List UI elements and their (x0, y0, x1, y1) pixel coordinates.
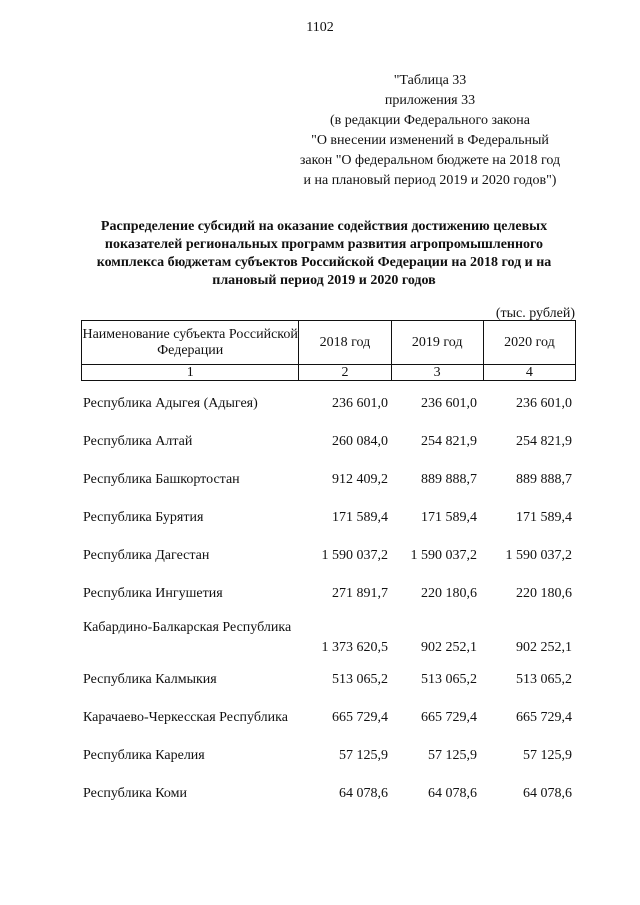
column-number: 4 (483, 365, 575, 381)
appendix-line: "О внесении изменений в Федеральный (311, 133, 549, 148)
region-name: Кабардино-Балкарская Республика (83, 620, 292, 635)
table-row (0, 430, 640, 468)
region-name: Республика Калмыкия (83, 672, 217, 687)
region-name: Республика Дагестан (83, 548, 210, 563)
value-2018: 171 589,4 (332, 510, 388, 525)
column-number: 3 (391, 365, 483, 381)
column-number: 1 (82, 365, 299, 381)
header-2019: 2019 год (391, 321, 483, 365)
column-number: 2 (299, 365, 391, 381)
title-line: показателей региональных программ развития агропромышленного (104, 237, 544, 252)
value-2019: 889 888,7 (421, 472, 477, 487)
value-2018: 271 891,7 (332, 586, 388, 601)
value-2018: 513 065,2 (332, 672, 388, 687)
appendix-reference (280, 71, 580, 191)
value-2018: 665 729,4 (332, 710, 388, 725)
region-name: Республика Адыгея (Адыгея) (83, 396, 258, 411)
header-2020: 2020 год (483, 321, 575, 365)
page-number: 1102 (306, 20, 334, 35)
region-name: Республика Карелия (83, 748, 205, 763)
value-2019: 236 601,0 (421, 396, 477, 411)
table-row (0, 782, 640, 820)
table-row (0, 468, 640, 506)
title-line: Распределение субсидий на оказание содействия достижению целевых (100, 219, 548, 234)
value-2020: 220 180,6 (516, 586, 572, 601)
value-2018: 64 078,6 (339, 786, 388, 801)
value-2020: 57 125,9 (523, 748, 572, 763)
region-name: Республика Башкортостан (83, 472, 240, 487)
header-2018: 2018 год (299, 321, 391, 365)
table-row (0, 744, 640, 782)
value-2018: 260 084,0 (332, 434, 388, 449)
value-2020: 171 589,4 (516, 510, 572, 525)
value-2019: 665 729,4 (421, 710, 477, 725)
title-line: плановый период 2019 и 2020 годов (212, 273, 436, 288)
value-2020: 513 065,2 (516, 672, 572, 687)
value-2020: 889 888,7 (516, 472, 572, 487)
value-2019: 64 078,6 (428, 786, 477, 801)
value-2020: 254 821,9 (516, 434, 572, 449)
value-2019: 1 590 037,2 (410, 548, 477, 563)
appendix-line: "Таблица 33 (393, 73, 467, 88)
value-2018: 912 409,2 (332, 472, 388, 487)
title-line: комплекса бюджетам субъектов Российской Федерации на 2018 год и на (96, 255, 552, 270)
appendix-line: закон "О федеральном бюджете на 2018 год (299, 153, 561, 168)
table-header (81, 320, 576, 381)
value-2019: 513 065,2 (421, 672, 477, 687)
value-2018: 236 601,0 (332, 396, 388, 411)
value-2018: 1 590 037,2 (321, 548, 388, 563)
value-2020: 236 601,0 (516, 396, 572, 411)
header-name: Наименование субъекта Российской Федерации (82, 321, 299, 365)
value-2018: 57 125,9 (339, 748, 388, 763)
table-row (0, 618, 640, 668)
table-row (0, 668, 640, 706)
document-title (74, 218, 574, 290)
table-row (0, 544, 640, 582)
region-name: Республика Бурятия (83, 510, 204, 525)
value-2020: 1 590 037,2 (505, 548, 572, 563)
value-2019: 57 125,9 (428, 748, 477, 763)
table-row (0, 582, 640, 618)
region-name: Республика Коми (83, 786, 187, 801)
value-2020: 902 252,1 (516, 640, 572, 655)
appendix-line: приложения 33 (384, 93, 476, 108)
table-row (0, 392, 640, 430)
appendix-line: (в редакции Федерального закона (330, 113, 530, 128)
appendix-line: и на плановый период 2019 и 2020 годов") (303, 173, 557, 188)
region-name: Карачаево-Черкесская Республика (83, 710, 288, 725)
value-2019: 254 821,9 (421, 434, 477, 449)
region-name: Республика Алтай (83, 434, 193, 449)
value-2019: 220 180,6 (421, 586, 477, 601)
value-2020: 64 078,6 (523, 786, 572, 801)
units-label: (тыс. рублей) (495, 306, 575, 321)
value-2019: 171 589,4 (421, 510, 477, 525)
region-name: Республика Ингушетия (83, 586, 223, 601)
table-body (0, 392, 640, 820)
value-2018: 1 373 620,5 (321, 640, 388, 655)
table-row (0, 506, 640, 544)
value-2019: 902 252,1 (421, 640, 477, 655)
table-row (0, 706, 640, 744)
value-2020: 665 729,4 (516, 710, 572, 725)
